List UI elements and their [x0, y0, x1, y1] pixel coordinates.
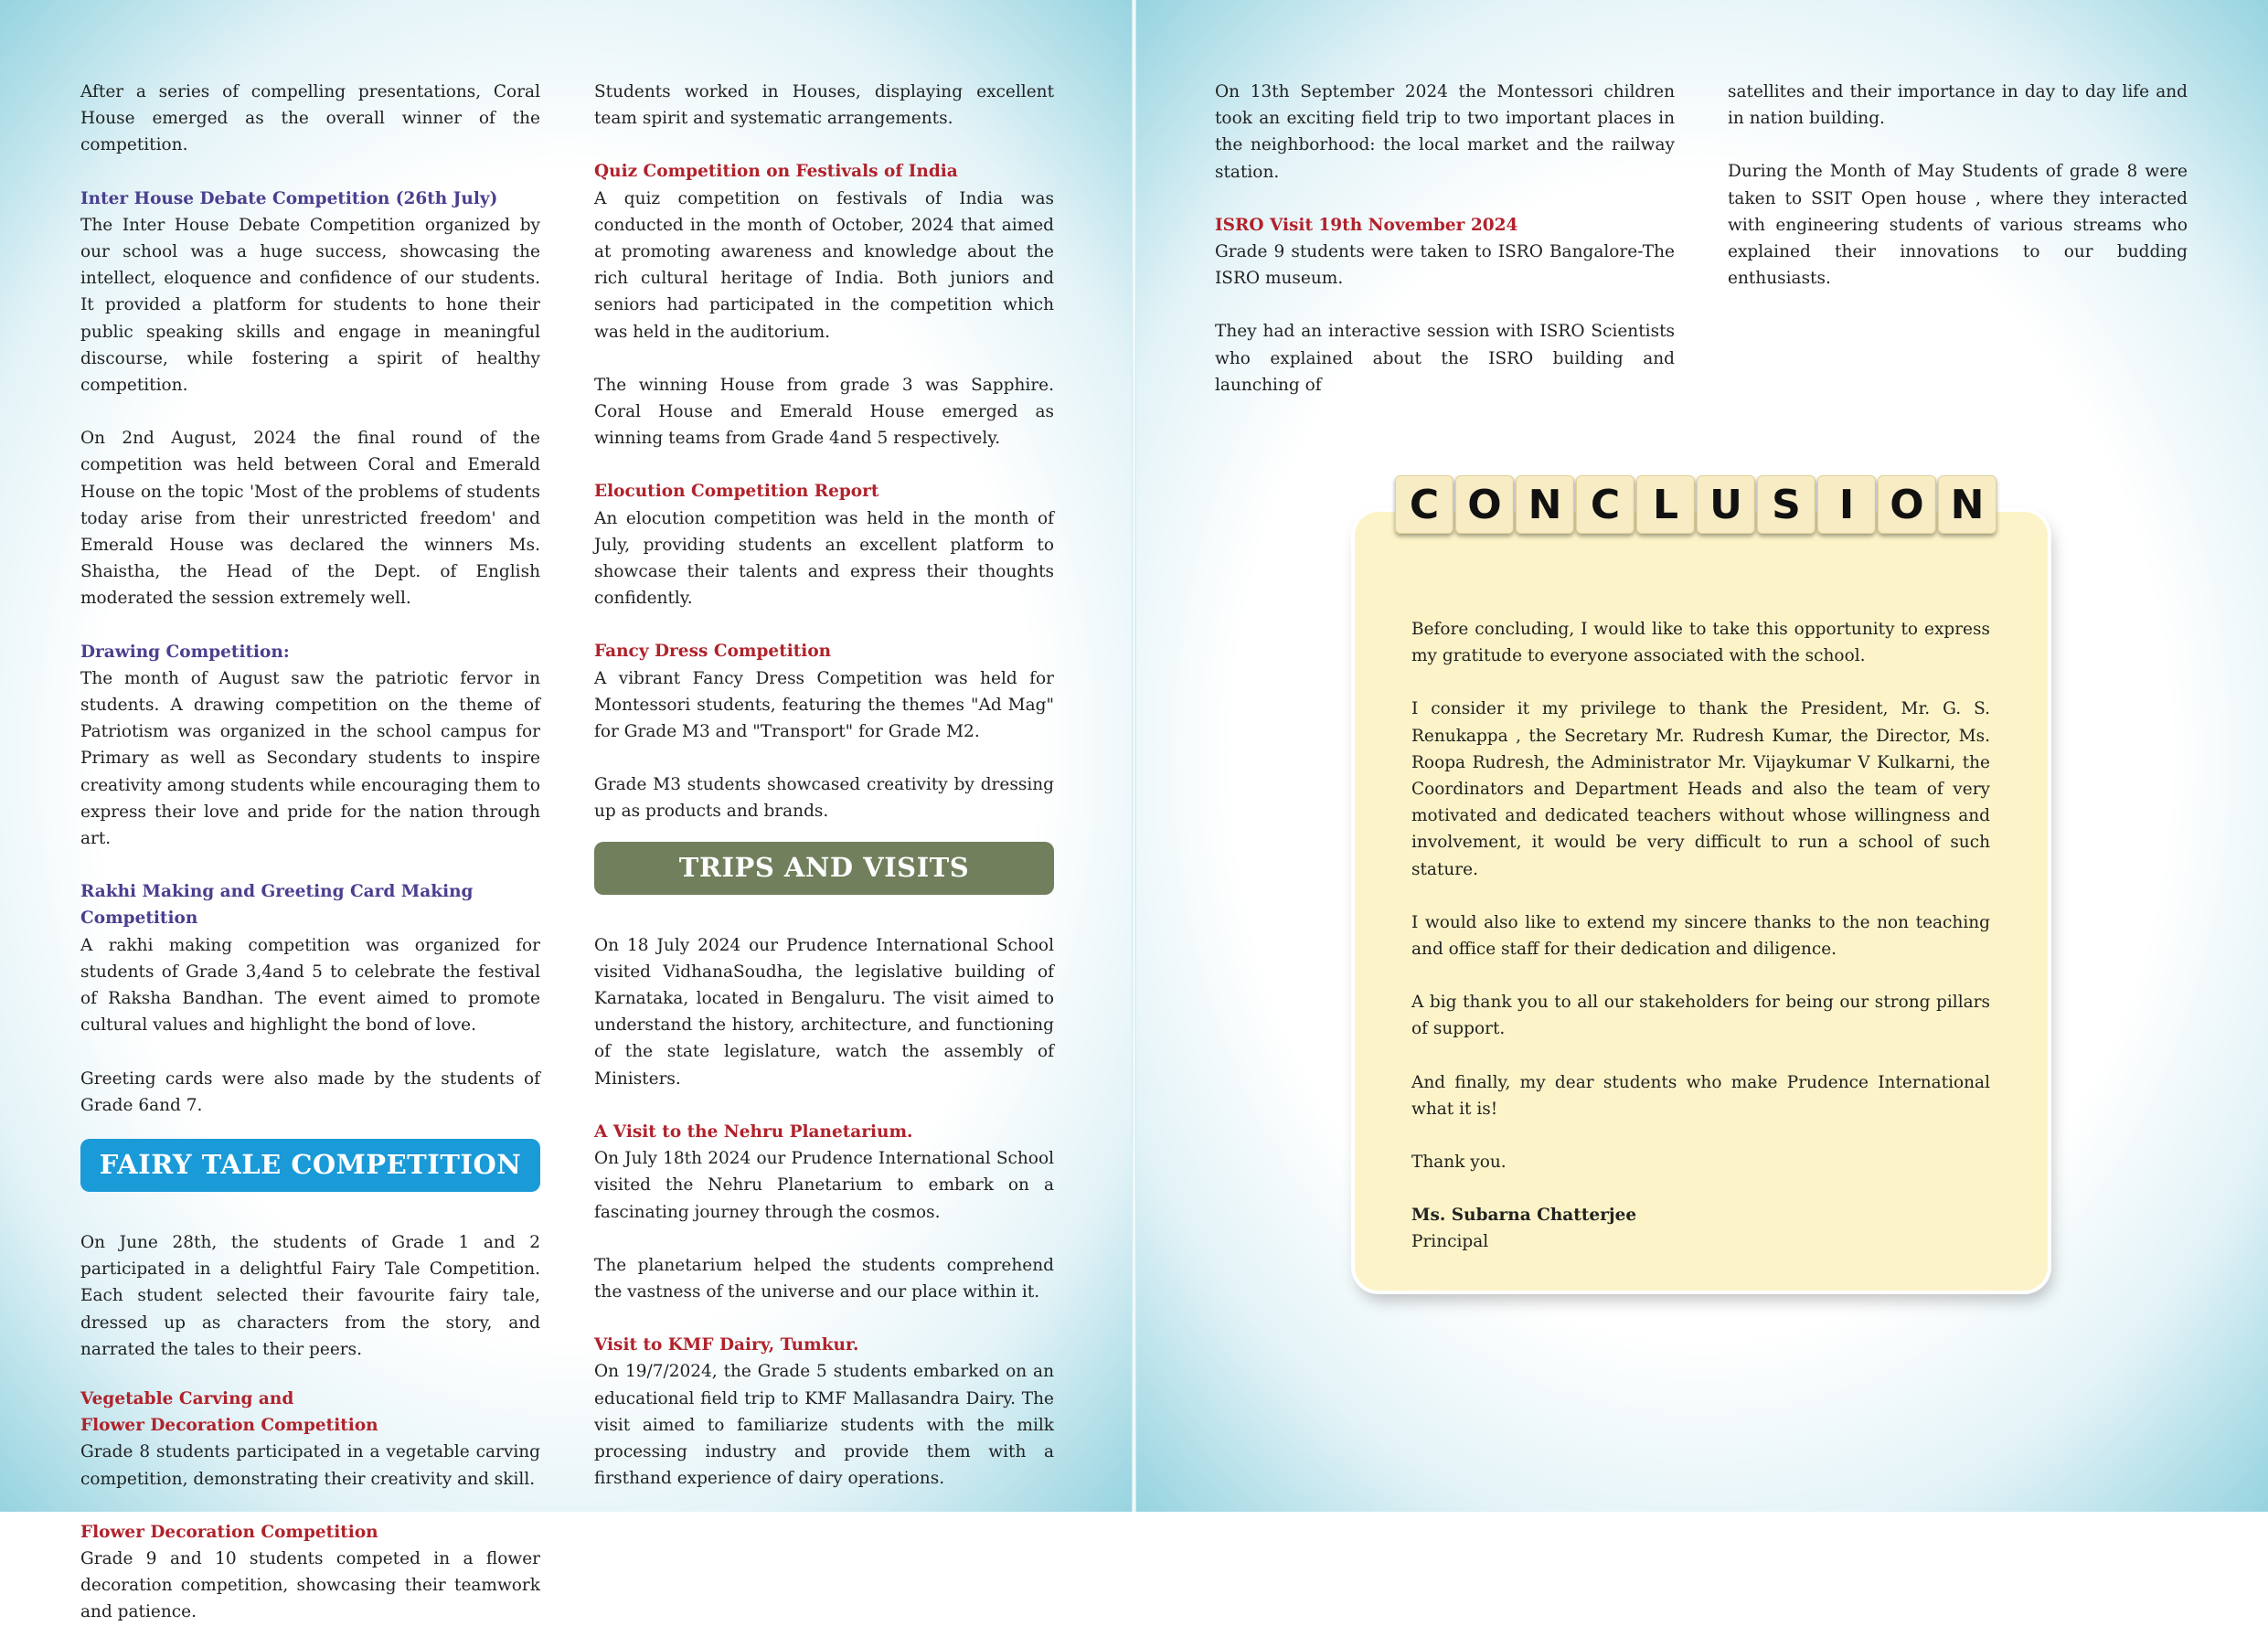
vegetable-carving-paragraph: Grade 8 students participated in a vegetable carving competition, demonstrating their creativity and skill.: [80, 1442, 540, 1489]
left-column-2: [594, 79, 1054, 1492]
elocution-heading: Elocution Competition Report: [594, 482, 879, 502]
isro-visit-paragraph-1: Grade 9 students were taken to ISRO Bangalore-The ISRO museum.: [1215, 242, 1675, 289]
vidhana-soudha-paragraph: On 18 July 2024 our Prudence International School visited VidhanaSoudha, the legislative building of Karnataka, located in Bengaluru. The visit aimed to understand the history, architecture, and functioning of the state legislature, watch the assembly of Ministers.: [594, 935, 1054, 1089]
rakhi-paragraph-2: Greeting cards were also made by the students of Grade 6and 7.: [80, 1068, 540, 1115]
fancy-dress-paragraph-1: A vibrant Fancy Dress Competition was held for Montessori students, featuring the themes "Ad Mag" for Grade M3 and "Transport" for Grade M2.: [594, 668, 1054, 742]
flower-decoration-paragraph: Grade 9 and 10 students competed in a flower decoration competition, showcasing their teamwork and patience.: [80, 1548, 540, 1622]
conclusion-tile: N: [1938, 475, 1996, 534]
isro-visit-heading: ISRO Visit 19th November 2024: [1215, 215, 1518, 235]
conclusion-tile: C: [1576, 475, 1634, 534]
rakhi-heading: Rakhi Making and Greeting Card Making Competition: [80, 882, 474, 929]
satellites-paragraph: satellites and their importance in day to day life and in nation building.: [1728, 82, 2188, 129]
house-winner-paragraph: After a series of compelling presentations, Coral House emerged as the overall winner of the competition.: [80, 82, 540, 155]
drawing-paragraph: The month of August saw the patriotic fervor in students. A drawing competition on the theme of Patriotism was organized in the school campus for Primary as well as Secondary students to inspire creativity among students while encouraging them to express their love and pride for the nation through art.: [80, 668, 540, 849]
quiz-heading: Quiz Competition on Festivals of India: [594, 162, 958, 182]
conclusion-tile: I: [1817, 475, 1876, 534]
fairy-tale-paragraph: On June 28th, the students of Grade 1 and 2 participated in a delightful Fairy Tale Competition. Each student selected their favourite fairy tale, dressed up as characters from the story, and narrated the tales to their peers.: [80, 1232, 540, 1359]
conclusion-paragraph-1: Before concluding, I would like to take this opportunity to express my gratitude to everyone associated with the school.: [1411, 620, 1990, 666]
conclusion-tile: S: [1757, 475, 1815, 534]
conclusion-paragraph-5: And finally, my dear students who make Prudence International what it is!: [1411, 1072, 1990, 1119]
conclusion-tile: N: [1516, 475, 1574, 534]
conclusion-tile: L: [1636, 475, 1695, 534]
right-column-2: [1728, 79, 2188, 292]
montessori-trip-paragraph: On 13th September 2024 the Montessori children took an exciting field trip to two important places in the neighborhood: the local market and the railway station.: [1215, 82, 1675, 182]
left-column-1: [80, 79, 540, 1626]
trips-visits-banner: TRIPS AND VISITS: [594, 842, 1054, 895]
vegetable-carving-heading-line1: Vegetable Carving and: [80, 1388, 294, 1408]
conclusion-tile: O: [1455, 475, 1514, 534]
quiz-paragraph-2: The winning House from grade 3 was Sapphire. Coral House and Emerald House emerged as winning teams from Grade 4and 5 respectively.: [594, 375, 1054, 449]
conclusion-paragraph-3: I would also like to extend my sincere thanks to the non teaching and office staff for their dedication and diligence.: [1411, 912, 1990, 960]
fairy-tale-banner: FAIRY TALE COMPETITION: [80, 1139, 540, 1192]
fancy-dress-heading: Fancy Dress Competition: [594, 642, 832, 662]
ssit-open-house-paragraph: During the Month of May Students of grade 8 were taken to SSIT Open house , where they interacted with engineering students of various streams who explained their innovations to our budding enthusiasts.: [1728, 162, 2188, 289]
signature-name: Ms. Subarna Chatterjee: [1411, 1206, 1637, 1226]
kmf-dairy-paragraph: On 19/7/2024, the Grade 5 students embarked on an educational field trip to KMF Mallasandra Dairy. The visit aimed to familiarize students with the milk processing industry and provide them with a firsthand experience of dairy operations.: [594, 1362, 1054, 1489]
conclusion-title-tiles: [1395, 475, 1996, 534]
debate-heading: Inter House Debate Competition (26th July): [80, 188, 498, 208]
flower-decoration-heading: Flower Decoration Competition: [80, 1522, 378, 1542]
conclusion-tile: C: [1395, 475, 1453, 534]
debate-paragraph-2: On 2nd August, 2024 the final round of the competition was held between Coral and Emerald House on the topic 'Most of the problems of students today arise from their unrestricted freedom' and Emerald House was declared the winners Ms. Shaistha, the Head of the Dept. of English moderated the session extremely well.: [80, 429, 540, 609]
signature-title: Principal: [1411, 1232, 1489, 1252]
conclusion-paragraph-4: A big thank you to all our stakeholders for being our strong pillars of support.: [1411, 993, 1990, 1039]
isro-visit-paragraph-2: They had an interactive session with ISRO Scientists who explained about the ISRO building and launching of: [1215, 322, 1675, 395]
conclusion-tile: U: [1697, 475, 1755, 534]
conclusion-thank-you: Thank you.: [1411, 1153, 1507, 1173]
right-column-1: [1215, 79, 1675, 399]
houses-teamwork-paragraph: Students worked in Houses, displaying excellent team spirit and systematic arrangements.: [594, 82, 1054, 129]
drawing-heading: Drawing Competition:: [80, 642, 290, 662]
debate-paragraph-1: The Inter House Debate Competition organized by our school was a huge success, showcasing the intellect, eloquence and confidence of our students. It provided a platform for students to hone their public speaking skills and engage in meaningful discourse, while fostering a spirit of healthy competition.: [80, 215, 540, 396]
kmf-dairy-heading: Visit to KMF Dairy, Tumkur.: [594, 1335, 859, 1355]
quiz-paragraph-1: A quiz competition on festivals of India was conducted in the month of October, 2024 that aimed at promoting awareness and knowledge about the rich cultural heritage of India. Both juniors and seniors had participated in the competition which was held in the auditorium.: [594, 188, 1054, 342]
vegetable-carving-heading-line2: Flower Decoration Competition: [80, 1416, 378, 1436]
nehru-planetarium-heading: A Visit to the Nehru Planetarium.: [594, 1121, 913, 1142]
nehru-planetarium-paragraph-2: The planetarium helped the students comprehend the vastness of the universe and our place within it.: [594, 1255, 1054, 1302]
nehru-planetarium-paragraph-1: On July 18th 2024 our Prudence International School visited the Nehru Planetarium to embark on a fascinating journey through the cosmos.: [594, 1149, 1054, 1222]
fancy-dress-paragraph-2: Grade M3 students showcased creativity by dressing up as products and brands.: [594, 775, 1054, 822]
conclusion-tile: O: [1878, 475, 1936, 534]
elocution-paragraph: An elocution competition was held in the month of July, providing students an excellent platform to showcase their talents and express their thoughts confidently.: [594, 508, 1054, 609]
conclusion-text: [1411, 616, 1990, 1256]
page-spine: [1132, 0, 1136, 1512]
rakhi-paragraph-1: A rakhi making competition was organized for students of Grade 3,4and 5 to celebrate the festival of Raksha Bandhan. The event aimed to promote cultural values and highlight the bond of love.: [80, 935, 540, 1036]
conclusion-paragraph-2: I consider it my privilege to thank the President, Mr. G. S. Renukappa , the Secretary Mr. Rudresh Kumar, the Director, Ms. Roopa Rudresh, the Administrator Mr. Vijaykumar V Kulkarni, the Coordinators and Department Heads and also the team of very motivated and dedicated teachers without whose willingness and involvement, it would be very difficult to run a school of such stature.: [1411, 699, 1990, 879]
